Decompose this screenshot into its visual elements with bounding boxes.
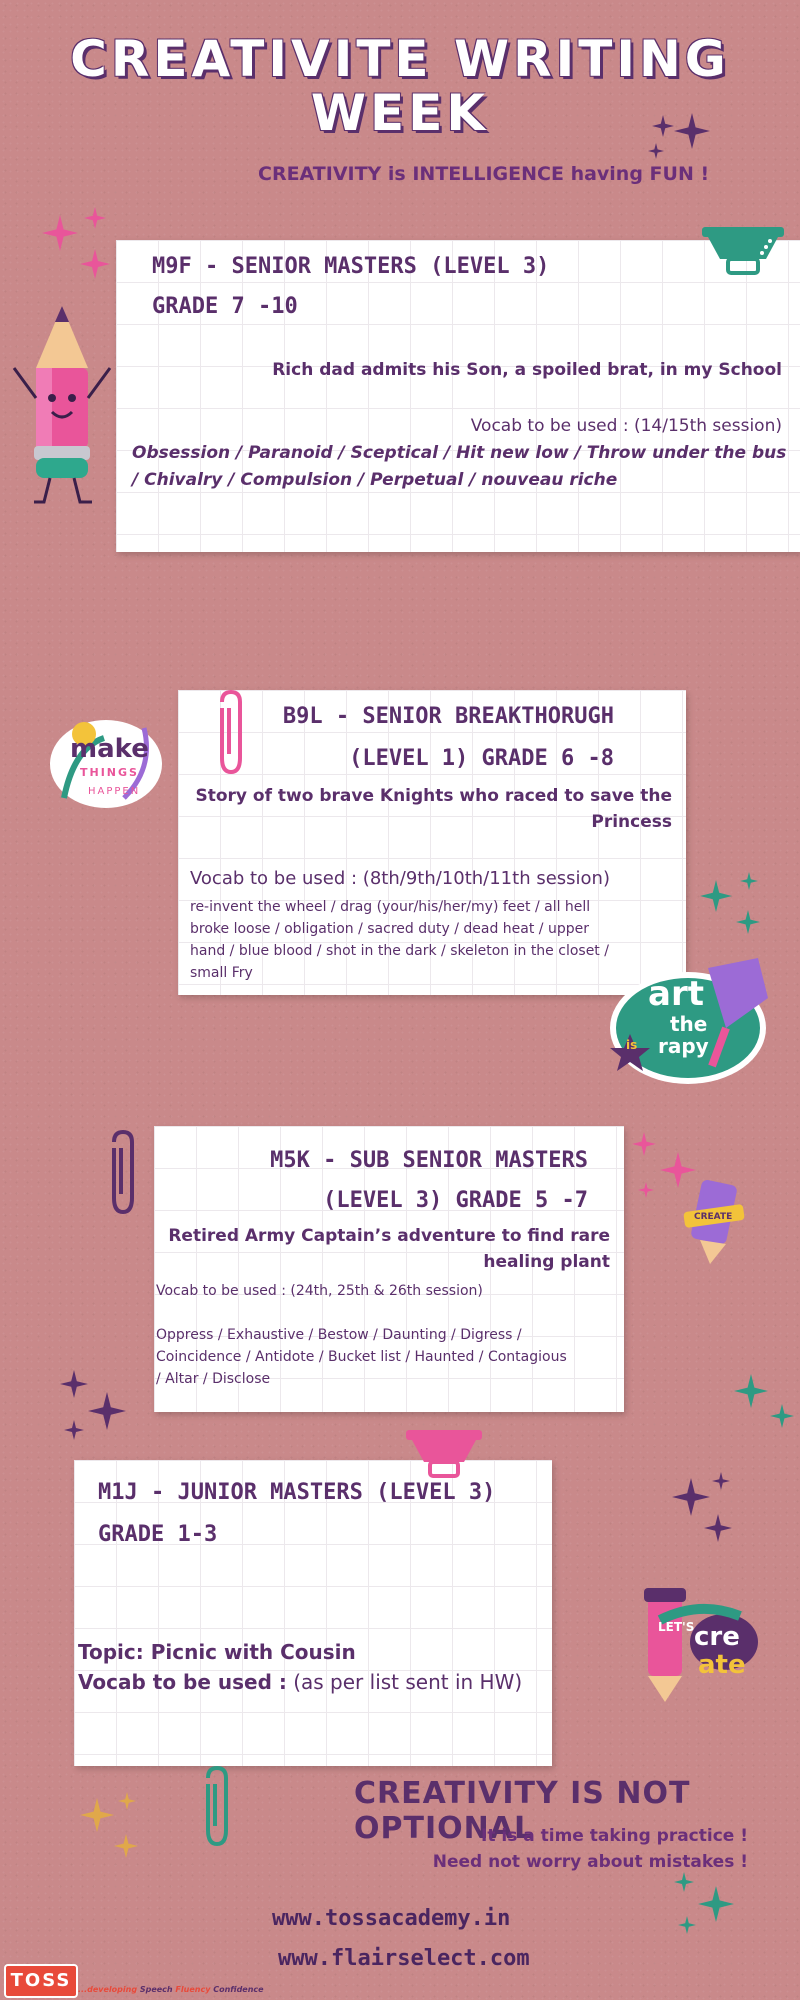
card-story: [168, 1226, 610, 1272]
slogan-part: Confidence: [213, 1985, 264, 1994]
art-is-therapy-sticker: [608, 958, 776, 1088]
vocab-line: Coincidence / Antidote / Bucket list / Haunted / Contagious: [156, 1349, 567, 1365]
lets-text: LET'S: [658, 1620, 695, 1634]
rapy-text: rapy: [658, 1034, 709, 1058]
vocab-row: [78, 1670, 522, 1694]
card-grade: GRADE 7 -10: [152, 294, 298, 319]
sparkle-icon: [40, 205, 115, 285]
card-code: M5K - SUB SENIOR MASTERS: [270, 1148, 588, 1173]
paperclip-icon: [212, 688, 250, 778]
slogan-part: Speech: [139, 1985, 173, 1994]
story-line-2: healing plant: [483, 1252, 610, 1272]
title-line-1: CREATIVITE WRITING: [70, 30, 730, 88]
vocab-label: Vocab to be used : (24th, 25th & 26th session): [156, 1283, 483, 1299]
card-junior-masters: [74, 1460, 552, 1766]
website-link-toss[interactable]: www.tossacademy.in: [272, 1906, 511, 1931]
vocab-label: Vocab to be used : (8th/9th/10th/11th session): [190, 868, 610, 889]
card-code: B9L - SENIOR BREAKTHORUGH: [282, 704, 614, 729]
sparkle-icon: [730, 1368, 800, 1448]
vocab-line: small Fry: [190, 965, 253, 981]
sparkle-icon: [632, 1130, 712, 1210]
card-senior-masters: [116, 240, 800, 552]
tagline: CREATIVITY is INTELLIGENCE having FUN !: [258, 163, 710, 185]
art-text: art: [648, 974, 704, 1014]
bowl-icon: [700, 225, 790, 285]
vocab-line: broke loose / obligation / sacred duty / dead heat / upper: [190, 921, 589, 937]
closing-headline: CREATIVITY IS NOT OPTIONAL: [354, 1776, 691, 1846]
vocab-line: re-invent the wheel / drag (your/his/her/my) feet / all hell: [190, 899, 591, 915]
paperclip-icon: [198, 1764, 236, 1850]
vocab-label: Vocab to be used :: [78, 1670, 287, 1694]
card-story: [195, 786, 672, 832]
card-story: Rich dad admits his Son, a spoiled brat, in my School: [272, 360, 782, 380]
slogan-part: Fluency: [175, 1985, 211, 1994]
slogan-part: ...developing: [78, 1985, 138, 1994]
ate-text: ate: [698, 1650, 746, 1680]
create-small-text: CREATE: [694, 1212, 733, 1222]
toss-logo: TOSS: [4, 1964, 78, 1998]
vocab-list: [156, 1324, 616, 1390]
story-line-1: Retired Army Captain’s adventure to find rare: [168, 1226, 610, 1246]
website-link-flair[interactable]: www.flairselect.com: [278, 1946, 530, 1971]
sparkle-icon: [640, 95, 710, 165]
happen-text: HAPPEN: [88, 786, 141, 797]
sparkle-icon: [58, 1368, 138, 1448]
vocab-line: / Altar / Disclose: [156, 1371, 271, 1387]
vocab-list-line-1: Obsession / Paranoid / Sceptical / Hit new low / Throw under the bus: [132, 443, 787, 463]
things-text: THINGS: [80, 766, 139, 779]
card-sub-senior-masters: [154, 1126, 624, 1412]
vocab-label: Vocab to be used : (14/15th session): [470, 416, 782, 436]
card-code: M1J - JUNIOR MASTERS (LEVEL 3): [98, 1480, 496, 1505]
closing-line-2: Need not worry about mistakes !: [432, 1852, 748, 1872]
card-grade: (LEVEL 3) GRADE 5 -7: [323, 1188, 588, 1213]
bowl-icon: [404, 1428, 484, 1488]
card-grade: GRADE 1-3: [98, 1522, 218, 1547]
vocab-list: [190, 896, 670, 984]
vocab-list-line-2: / Chivalry / Compulsion / Perpetual / nouveau riche: [132, 470, 618, 490]
story-line-1: Story of two brave Knights who raced to save the: [195, 786, 672, 806]
story-line-2: Princess: [591, 812, 672, 832]
sparkle-icon: [700, 870, 770, 940]
vocab-line: Oppress / Exhaustive / Bestow / Daunting / Digress /: [156, 1327, 522, 1343]
sparkle-icon: [78, 1790, 148, 1870]
make-text: make: [70, 734, 149, 764]
card-topic: Topic: Picnic with Cousin: [78, 1640, 356, 1664]
the-text: the: [670, 1012, 708, 1036]
paperclip-icon: [104, 1128, 142, 1218]
logo-slogan: [78, 1985, 264, 1994]
sparkle-icon: [672, 1866, 742, 1946]
is-text: is: [626, 1038, 638, 1052]
pencil-character-icon: [8, 298, 118, 508]
closing-line-1: It is a time taking practice !: [481, 1826, 748, 1846]
make-things-happen-sticker: [44, 708, 168, 816]
card-grade: (LEVEL 1) GRADE 6 -8: [349, 746, 614, 771]
vocab-line: hand / blue blood / shot in the dark / skeleton in the closet /: [190, 943, 609, 959]
vocab-value: (as per list sent in HW): [293, 1670, 523, 1694]
card-code: M9F - SENIOR MASTERS (LEVEL 3): [152, 254, 550, 279]
sparkle-icon: [670, 1470, 740, 1550]
card-senior-breakthrough: [178, 690, 686, 995]
lets-create-sticker: [640, 1580, 760, 1704]
cre-text: cre: [694, 1622, 740, 1652]
title-line-2: WEEK: [310, 84, 490, 142]
